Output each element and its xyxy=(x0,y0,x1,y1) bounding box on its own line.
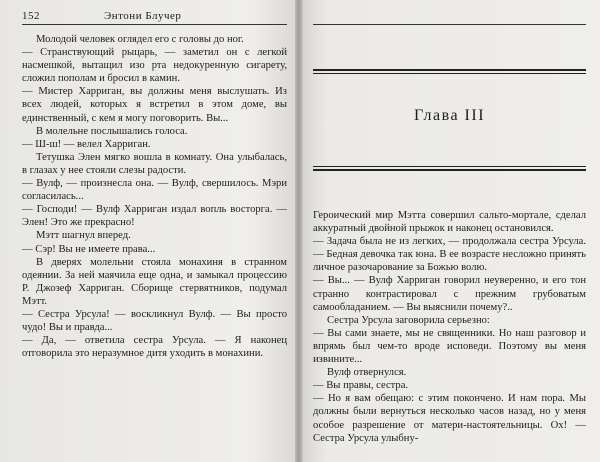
right-running-header xyxy=(313,0,586,22)
paragraph: — Сестра Урсула! — воскликнул Вулф. — Вы просто чудо! Вы и правда... xyxy=(22,308,287,334)
paragraph: — Но я вам обещаю: с этим покончено. И нам пора. Мы должны были вернуться несколько часов назад, но у меня особое разрешение от матери-настоятельницы. Ох! — Сестра Урсула улыбну- xyxy=(313,393,586,444)
paragraph: Мэтт шагнул вперед. xyxy=(36,230,131,242)
page-number: 152 xyxy=(22,10,40,22)
paragraph: — Сэр! Вы не имеете права... xyxy=(22,243,156,255)
paragraph: В молельне послышались голоса. xyxy=(36,125,188,137)
paragraph: — Мистер Харриган, вы должны меня выслушать. Из всех людей, которых я встретил в этом доме, вы единственный, с кем я могу поговорить. Вы... xyxy=(22,86,287,124)
right-page xyxy=(297,0,600,462)
header-rule xyxy=(22,24,287,25)
paragraph: Вулф отвернулся. xyxy=(327,367,407,379)
left-running-header xyxy=(22,0,287,22)
paragraph: — Вулф, — произнесла она. — Вулф, свершилось. Мэри согласилась... xyxy=(22,178,287,203)
paragraph: Тетушка Элен мягко вошла в комнату. Она улыбалась, в глазах у нее стояли слезы радости. xyxy=(22,151,287,176)
book-gutter xyxy=(295,0,303,462)
running-head-author: Энтони Блучер xyxy=(104,10,182,22)
left-page xyxy=(0,0,297,462)
paragraph: — Ш-ш! — велел Харриган. xyxy=(22,138,151,150)
paragraph: — Вы правы, сестра. xyxy=(313,380,409,392)
paragraph: — Задача была не из легких, — продолжала сестра Урсула. — Бедная девочка так юна. В ее возрасте несложно принять личное разочарование за Божью волю. xyxy=(313,236,586,274)
paragraph: — Господи! — Вулф Харриган издал вопль восторга. — Элен! Это же прекрасно! xyxy=(22,204,287,229)
header-rule xyxy=(313,24,586,25)
paragraph: Героический мир Мэтта совершил сальто-мортале, сделал аккуратный двойной прыжок и наконец остановился. xyxy=(313,210,586,235)
paragraph: — Да, — ответила сестра Урсула. — Я наконец отговорила это неразумное дитя уходить в монахини. xyxy=(22,335,287,360)
chapter-heading-box xyxy=(313,69,586,171)
left-body-text xyxy=(22,33,287,360)
paragraph: — Странствующий рыцарь, — заметил он с легкой насмешкой, вытащил изо рта недокуренную сигарету, сложил пополам и бросил в камин. xyxy=(22,47,287,85)
paragraph: — Вы сами знаете, мы не священники. Но наш разговор и впрямь был чем-то вроде исповеди. Поэтому вы меня извините... xyxy=(313,327,586,366)
right-body-text xyxy=(313,209,586,445)
paragraph: — Вы... — Вулф Харриган говорил неуверенно, и его тон странно контрастировал с прежним грубоватым самообладанием. — Вы выяснили почему?.. xyxy=(313,275,586,313)
chapter-title: Глава III xyxy=(413,107,486,124)
paragraph: Молодой человек оглядел его с головы до ног. xyxy=(36,34,244,45)
paragraph: В дверях молельни стояла монахиня в странном одеянии. За ней маячила еще одна, и замыкал процессию Р. Джозеф Харриган. Сборище стервятников, подумал Мэтт. xyxy=(22,256,287,307)
paragraph: Сестра Урсула заговорила серьезно: xyxy=(327,314,490,326)
